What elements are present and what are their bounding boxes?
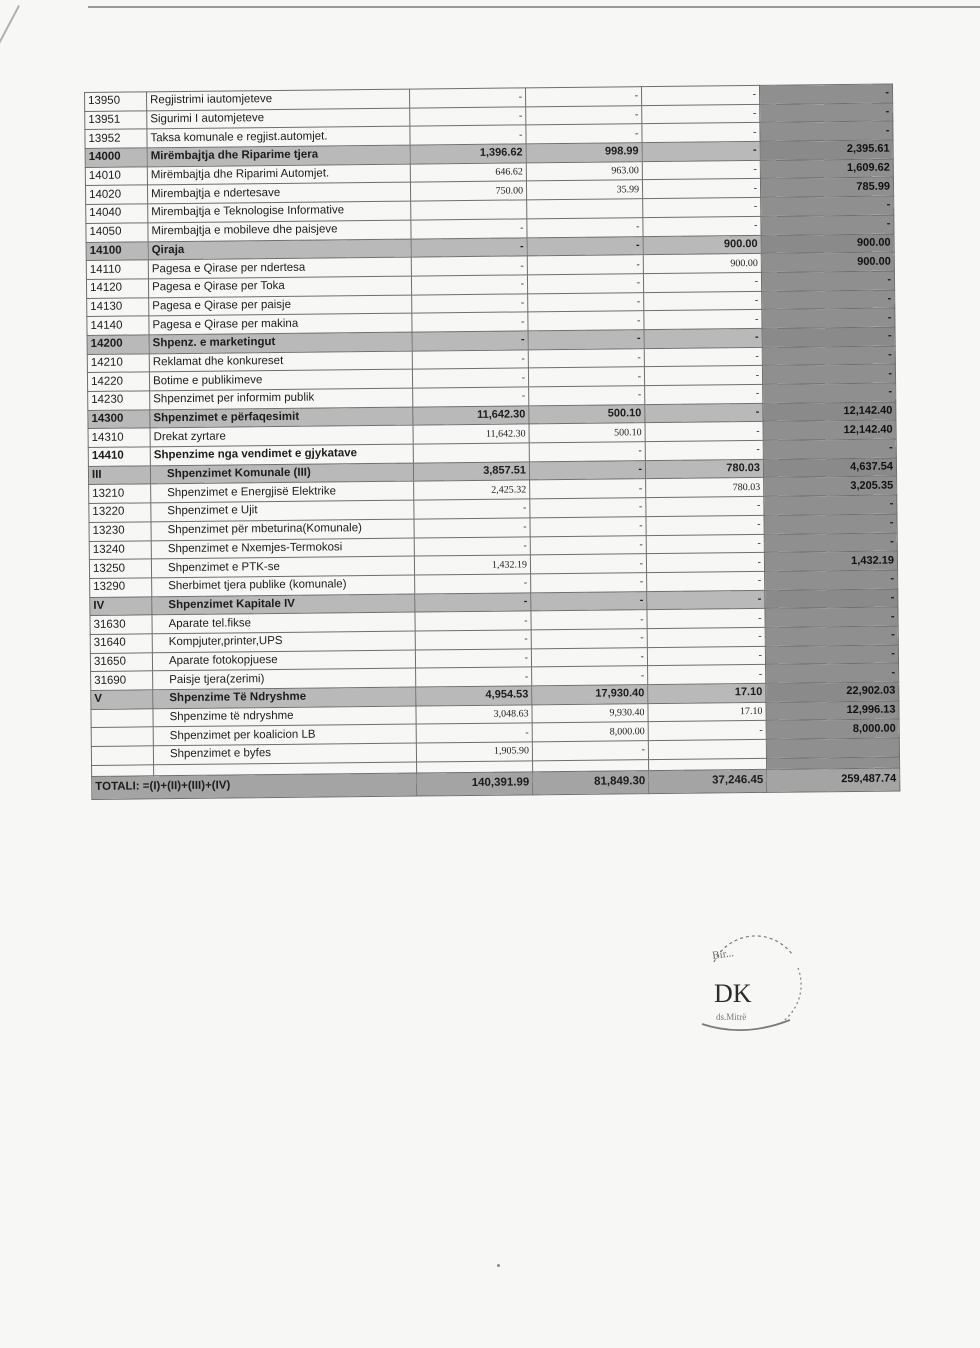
code-cell: 13230 xyxy=(89,522,151,541)
code-cell: 14020 xyxy=(85,185,147,204)
amount-col-3-cell: - xyxy=(642,104,760,124)
amount-col-3-cell: - xyxy=(642,123,760,143)
description-cell: Shpenzimet e Nxemjes-Termokosi xyxy=(151,538,414,559)
code-cell: 13250 xyxy=(89,559,151,578)
amount-col-1-cell: 1,432.19 xyxy=(414,555,530,575)
row-total-cell: - xyxy=(761,215,894,235)
amount-col-3-cell: 17.10 xyxy=(648,702,766,722)
amount-col-1-cell: 3,048.63 xyxy=(416,705,532,725)
code-cell: IV xyxy=(90,596,152,615)
code-cell: 14050 xyxy=(86,223,148,242)
row-total-cell: 3,205.35 xyxy=(764,476,897,496)
code-cell: 14410 xyxy=(88,447,150,466)
description-cell: Botime e publikimeve xyxy=(149,369,412,390)
amount-col-1-cell: - xyxy=(414,518,530,538)
code-cell: 14210 xyxy=(87,353,149,372)
row-total-cell: - xyxy=(762,308,895,328)
amount-col-1-cell: 4,954.53 xyxy=(416,686,532,706)
code-cell: 14140 xyxy=(87,316,149,335)
amount-col-2-cell: - xyxy=(530,554,646,574)
description-cell: Shpenzimet e PTK-se xyxy=(151,556,414,577)
amount-col-3-cell: - xyxy=(646,534,764,554)
amount-col-2-cell: - xyxy=(527,217,643,237)
expense-table xyxy=(84,84,900,800)
amount-col-2-cell: - xyxy=(530,479,646,499)
amount-col-1-cell: - xyxy=(411,219,527,239)
amount-col-1-cell xyxy=(411,200,527,220)
amount-col-2-cell: - xyxy=(529,442,645,462)
row-total-cell: 4,637.54 xyxy=(763,458,896,478)
amount-col-2-cell: - xyxy=(530,535,646,555)
row-total-cell: - xyxy=(765,570,898,590)
official-stamp xyxy=(694,922,812,1040)
row-total-cell: - xyxy=(763,439,896,459)
amount-col-1-cell: - xyxy=(415,574,531,594)
code-cell: 31630 xyxy=(90,615,152,634)
amount-col-3-cell: - xyxy=(642,141,760,161)
code-cell: 31690 xyxy=(91,671,153,690)
description-cell: Shpenzime nga vendimet e gjykatave xyxy=(150,444,413,465)
amount-col-3-cell: - xyxy=(645,403,763,423)
description-cell: Shpenzimet për mbeturina(Komunale) xyxy=(151,519,414,540)
description-cell: Shpenzimet per koalicion LB xyxy=(153,724,416,745)
amount-col-1-cell: - xyxy=(412,349,528,369)
amount-col-1-cell: 646.62 xyxy=(410,163,526,183)
code-cell: 31650 xyxy=(90,652,152,671)
description-cell: Pagesa e Qirase per Toka xyxy=(148,276,411,297)
code-cell: 14110 xyxy=(86,260,148,279)
amount-col-2-cell: - xyxy=(527,236,643,256)
code-cell: 14200 xyxy=(87,335,149,354)
row-total-cell: - xyxy=(762,346,895,366)
amount-col-1-cell: - xyxy=(412,368,528,388)
description-cell: Shpenzimet Komunale (III) xyxy=(150,463,413,484)
scan-speck xyxy=(497,1264,500,1267)
spacer-cell xyxy=(92,765,154,777)
grand-total-sum: 259,487.74 xyxy=(767,768,900,792)
paper-fold-line xyxy=(0,5,20,94)
code-cell: 13220 xyxy=(89,503,151,522)
amount-col-2-cell: - xyxy=(525,87,641,107)
amount-col-2-cell: 8,000.00 xyxy=(532,722,648,742)
code-cell: 14000 xyxy=(85,148,147,167)
code-cell: III xyxy=(88,466,150,485)
row-total-cell: - xyxy=(762,364,895,384)
amount-col-1-cell: 11,642.30 xyxy=(413,406,529,426)
description-cell: Shpenzime Të Ndryshme xyxy=(153,687,416,708)
amount-col-2-cell: - xyxy=(532,741,648,761)
row-total-cell: - xyxy=(764,533,897,553)
row-total-cell: - xyxy=(764,514,897,534)
row-total-cell: - xyxy=(763,383,896,403)
description-cell: Qiraja xyxy=(148,239,411,260)
stamp-ring-text: Bir... xyxy=(711,947,735,962)
code-cell: 13290 xyxy=(90,578,152,597)
amount-col-3-cell: 780.03 xyxy=(645,459,763,479)
row-total-cell: - xyxy=(764,495,897,515)
amount-col-2-cell: 17,930.40 xyxy=(532,685,648,705)
description-cell: Reklamat dhe konkureset xyxy=(149,351,412,372)
amount-col-3-cell: - xyxy=(646,515,764,535)
amount-col-1-cell: - xyxy=(412,293,528,313)
row-total-cell: 8,000.00 xyxy=(766,719,899,739)
amount-col-1-cell: - xyxy=(411,256,527,276)
description-cell: Shpenz. e marketingut xyxy=(149,332,412,353)
description-cell: Shpenzimet e Ujit xyxy=(151,500,414,521)
row-total-cell: - xyxy=(762,290,895,310)
amount-col-1-cell: 1,396.62 xyxy=(410,144,526,164)
description-cell: Shpenzimet e përfaqesimit xyxy=(150,407,413,428)
description-cell: Mirëmbajtja dhe Riparime tjera xyxy=(147,145,410,166)
amount-col-1-cell: - xyxy=(411,275,527,295)
description-cell: Shpenzimet e byfes xyxy=(153,743,416,764)
row-total-cell: - xyxy=(760,103,893,123)
budget-sheet xyxy=(84,84,899,800)
amount-col-3-cell: 900.00 xyxy=(643,254,761,274)
description-cell: Shpenzimet Kapitale IV xyxy=(152,594,415,615)
row-total-cell: 22,902.03 xyxy=(766,682,899,702)
description-cell: Shpenzime të ndryshme xyxy=(153,706,416,727)
description-cell: Sigurimi I automjeteve xyxy=(147,108,410,129)
amount-col-2-cell: - xyxy=(529,386,645,406)
row-total-cell: 900.00 xyxy=(761,252,894,272)
amount-col-3-cell: - xyxy=(642,179,760,199)
amount-col-2-cell: 963.00 xyxy=(526,161,642,181)
amount-col-3-cell: - xyxy=(643,272,761,292)
amount-col-3-cell: - xyxy=(645,440,763,460)
amount-col-3-cell: - xyxy=(643,198,761,218)
description-cell: Shpenzimet per informim publik xyxy=(150,388,413,409)
code-cell: 14100 xyxy=(86,241,148,260)
row-total-cell: - xyxy=(765,607,898,627)
stamp-bottom-text: ds.Mitrë xyxy=(716,1012,747,1022)
code-cell: 14130 xyxy=(87,297,149,316)
row-total-cell: - xyxy=(765,589,898,609)
row-total-cell: - xyxy=(762,327,895,347)
amount-col-1-cell: - xyxy=(414,536,530,556)
row-total-cell: 900.00 xyxy=(761,234,894,254)
amount-col-3-cell: - xyxy=(644,310,762,330)
description-cell: Drekat zyrtare xyxy=(150,425,413,446)
amount-col-2-cell: - xyxy=(530,516,646,536)
description-cell: Mirëmbajtja dhe Riparimi Automjet. xyxy=(147,164,410,185)
amount-col-2-cell: - xyxy=(526,124,642,144)
description-cell: Paisje tjera(zerimi) xyxy=(153,668,416,689)
amount-col-3-cell: - xyxy=(645,384,763,404)
amount-col-3-cell: - xyxy=(645,422,763,442)
amount-col-1-cell: - xyxy=(415,648,531,668)
amount-col-2-cell: - xyxy=(528,311,644,331)
grand-total-col-3: 37,246.45 xyxy=(649,769,767,793)
expense-table-body xyxy=(85,84,900,799)
amount-col-1-cell: - xyxy=(414,499,530,519)
row-total-cell: 12,142.40 xyxy=(763,402,896,422)
amount-col-3-cell: - xyxy=(647,590,765,610)
code-cell: 31640 xyxy=(90,634,152,653)
code-cell xyxy=(91,727,153,746)
row-total-cell: 1,432.19 xyxy=(764,551,897,571)
amount-col-3-cell: - xyxy=(648,721,766,741)
amount-col-2-cell: - xyxy=(531,647,647,667)
row-total-cell: 12,142.40 xyxy=(763,420,896,440)
stamp-initials: DK xyxy=(714,979,752,1008)
description-cell: Shpenzimet e Energjisë Elektrike xyxy=(151,482,414,503)
amount-col-1-cell: - xyxy=(412,312,528,332)
row-total-cell: 2,395.61 xyxy=(760,140,893,160)
amount-col-1-cell: - xyxy=(415,592,531,612)
amount-col-2-cell: - xyxy=(530,498,646,518)
amount-col-3-cell: 900.00 xyxy=(643,235,761,255)
code-cell: 13951 xyxy=(85,111,147,130)
amount-col-2-cell: - xyxy=(531,591,647,611)
code-cell: 14010 xyxy=(85,167,147,186)
row-total-cell: 1,609.62 xyxy=(760,159,893,179)
description-cell: Aparate tel.fikse xyxy=(152,612,415,633)
amount-col-2-cell: - xyxy=(531,610,647,630)
grand-total-col-2: 81,849.30 xyxy=(533,770,649,794)
row-total-cell: - xyxy=(761,271,894,291)
amount-col-3-cell: - xyxy=(644,328,762,348)
amount-col-3-cell: - xyxy=(646,497,764,517)
amount-col-1-cell: - xyxy=(413,387,529,407)
row-total-cell: - xyxy=(759,84,892,104)
amount-col-3-cell: - xyxy=(644,291,762,311)
amount-col-1-cell: - xyxy=(415,611,531,631)
code-cell: 14040 xyxy=(86,204,148,223)
amount-col-3-cell: - xyxy=(644,347,762,367)
amount-col-2-cell: 500.10 xyxy=(529,423,645,443)
description-cell: Kompjuter,printer,UPS xyxy=(152,631,415,652)
amount-col-1-cell: - xyxy=(416,667,532,687)
amount-col-1-cell: - xyxy=(416,723,532,743)
amount-col-2-cell: 998.99 xyxy=(526,143,642,163)
amount-col-1-cell: 1,905.90 xyxy=(416,742,532,762)
row-total-cell: - xyxy=(765,626,898,646)
row-total-cell: 12,996.13 xyxy=(766,701,899,721)
amount-col-3-cell: - xyxy=(647,571,765,591)
code-cell: 14220 xyxy=(87,372,149,391)
amount-col-2-cell: - xyxy=(532,666,648,686)
code-cell: 13210 xyxy=(89,484,151,503)
amount-col-1-cell: 11,642.30 xyxy=(413,424,529,444)
amount-col-3-cell: - xyxy=(647,646,765,666)
amount-col-2-cell: - xyxy=(531,573,647,593)
amount-col-1-cell: - xyxy=(412,331,528,351)
amount-col-1-cell: - xyxy=(410,125,526,145)
amount-col-1-cell: 3,857.51 xyxy=(413,462,529,482)
amount-col-3-cell: 17.10 xyxy=(648,683,766,703)
code-cell: 13950 xyxy=(85,92,147,111)
code-cell: 14300 xyxy=(88,410,150,429)
row-total-cell: - xyxy=(761,196,894,216)
description-cell: Pagesa e Qirase per paisje xyxy=(149,295,412,316)
amount-col-2-cell: - xyxy=(527,255,643,275)
row-total-cell: - xyxy=(766,663,899,683)
row-total-cell xyxy=(766,738,899,758)
amount-col-3-cell: - xyxy=(647,609,765,629)
row-total-cell: - xyxy=(765,645,898,665)
code-cell xyxy=(91,708,153,727)
amount-col-2-cell: - xyxy=(531,629,647,649)
amount-col-3-cell: - xyxy=(642,160,760,180)
amount-col-2-cell: - xyxy=(528,330,644,350)
code-cell: V xyxy=(91,690,153,709)
amount-col-2-cell: - xyxy=(526,105,642,125)
code-cell: 14120 xyxy=(86,279,148,298)
amount-col-3-cell: - xyxy=(648,665,766,685)
amount-col-1-cell: 2,425.32 xyxy=(414,480,530,500)
amount-col-2-cell xyxy=(527,199,643,219)
description-cell: Taksa komunale e regjist.automjet. xyxy=(147,126,410,147)
description-cell: Pagesa e Qirase per makina xyxy=(149,313,412,334)
amount-col-2-cell: - xyxy=(528,348,644,368)
description-cell: Mirembajtja e Teknologise Informative xyxy=(148,201,411,222)
description-cell: Regjistrimi iautomjeteve xyxy=(147,89,410,110)
description-cell: Aparate fotokopjuese xyxy=(152,650,415,671)
amount-col-2-cell: - xyxy=(529,460,645,480)
amount-col-3-cell: - xyxy=(641,85,759,105)
amount-col-2-cell: 35.99 xyxy=(526,180,642,200)
code-cell: 13952 xyxy=(85,129,147,148)
amount-col-2-cell: 9,930.40 xyxy=(532,703,648,723)
amount-col-2-cell: - xyxy=(527,274,643,294)
amount-col-1-cell: - xyxy=(409,88,525,108)
description-cell: Sherbimet tjera publike (komunale) xyxy=(152,575,415,596)
code-cell xyxy=(91,746,153,765)
amount-col-1-cell: - xyxy=(411,237,527,257)
description-cell: Mirembajtja e mobileve dhe paisjeve xyxy=(148,220,411,241)
description-cell: Pagesa e Qirase per ndertesa xyxy=(148,257,411,278)
amount-col-3-cell xyxy=(648,739,766,759)
amount-col-3-cell: - xyxy=(643,216,761,236)
row-total-cell: 785.99 xyxy=(760,177,893,197)
paper-top-edge xyxy=(88,6,980,8)
code-cell: 14310 xyxy=(88,428,150,447)
description-cell: Mirembajtja e ndertesave xyxy=(147,183,410,204)
row-total-cell: - xyxy=(760,121,893,141)
amount-col-2-cell: 500.10 xyxy=(529,404,645,424)
amount-col-1-cell: - xyxy=(410,107,526,127)
amount-col-2-cell: - xyxy=(528,292,644,312)
amount-col-1-cell xyxy=(413,443,529,463)
amount-col-3-cell: - xyxy=(646,553,764,573)
amount-col-3-cell: - xyxy=(644,366,762,386)
amount-col-1-cell: 750.00 xyxy=(410,181,526,201)
amount-col-3-cell: - xyxy=(647,627,765,647)
amount-col-1-cell: - xyxy=(415,630,531,650)
grand-total-label: TOTALI: =(I)+(II)+(III)+(IV) xyxy=(92,773,417,799)
amount-col-2-cell: - xyxy=(528,367,644,387)
grand-total-col-1: 140,391.99 xyxy=(417,772,533,796)
code-cell: 14230 xyxy=(88,391,150,410)
code-cell: 13240 xyxy=(89,540,151,559)
amount-col-3-cell: 780.03 xyxy=(646,478,764,498)
